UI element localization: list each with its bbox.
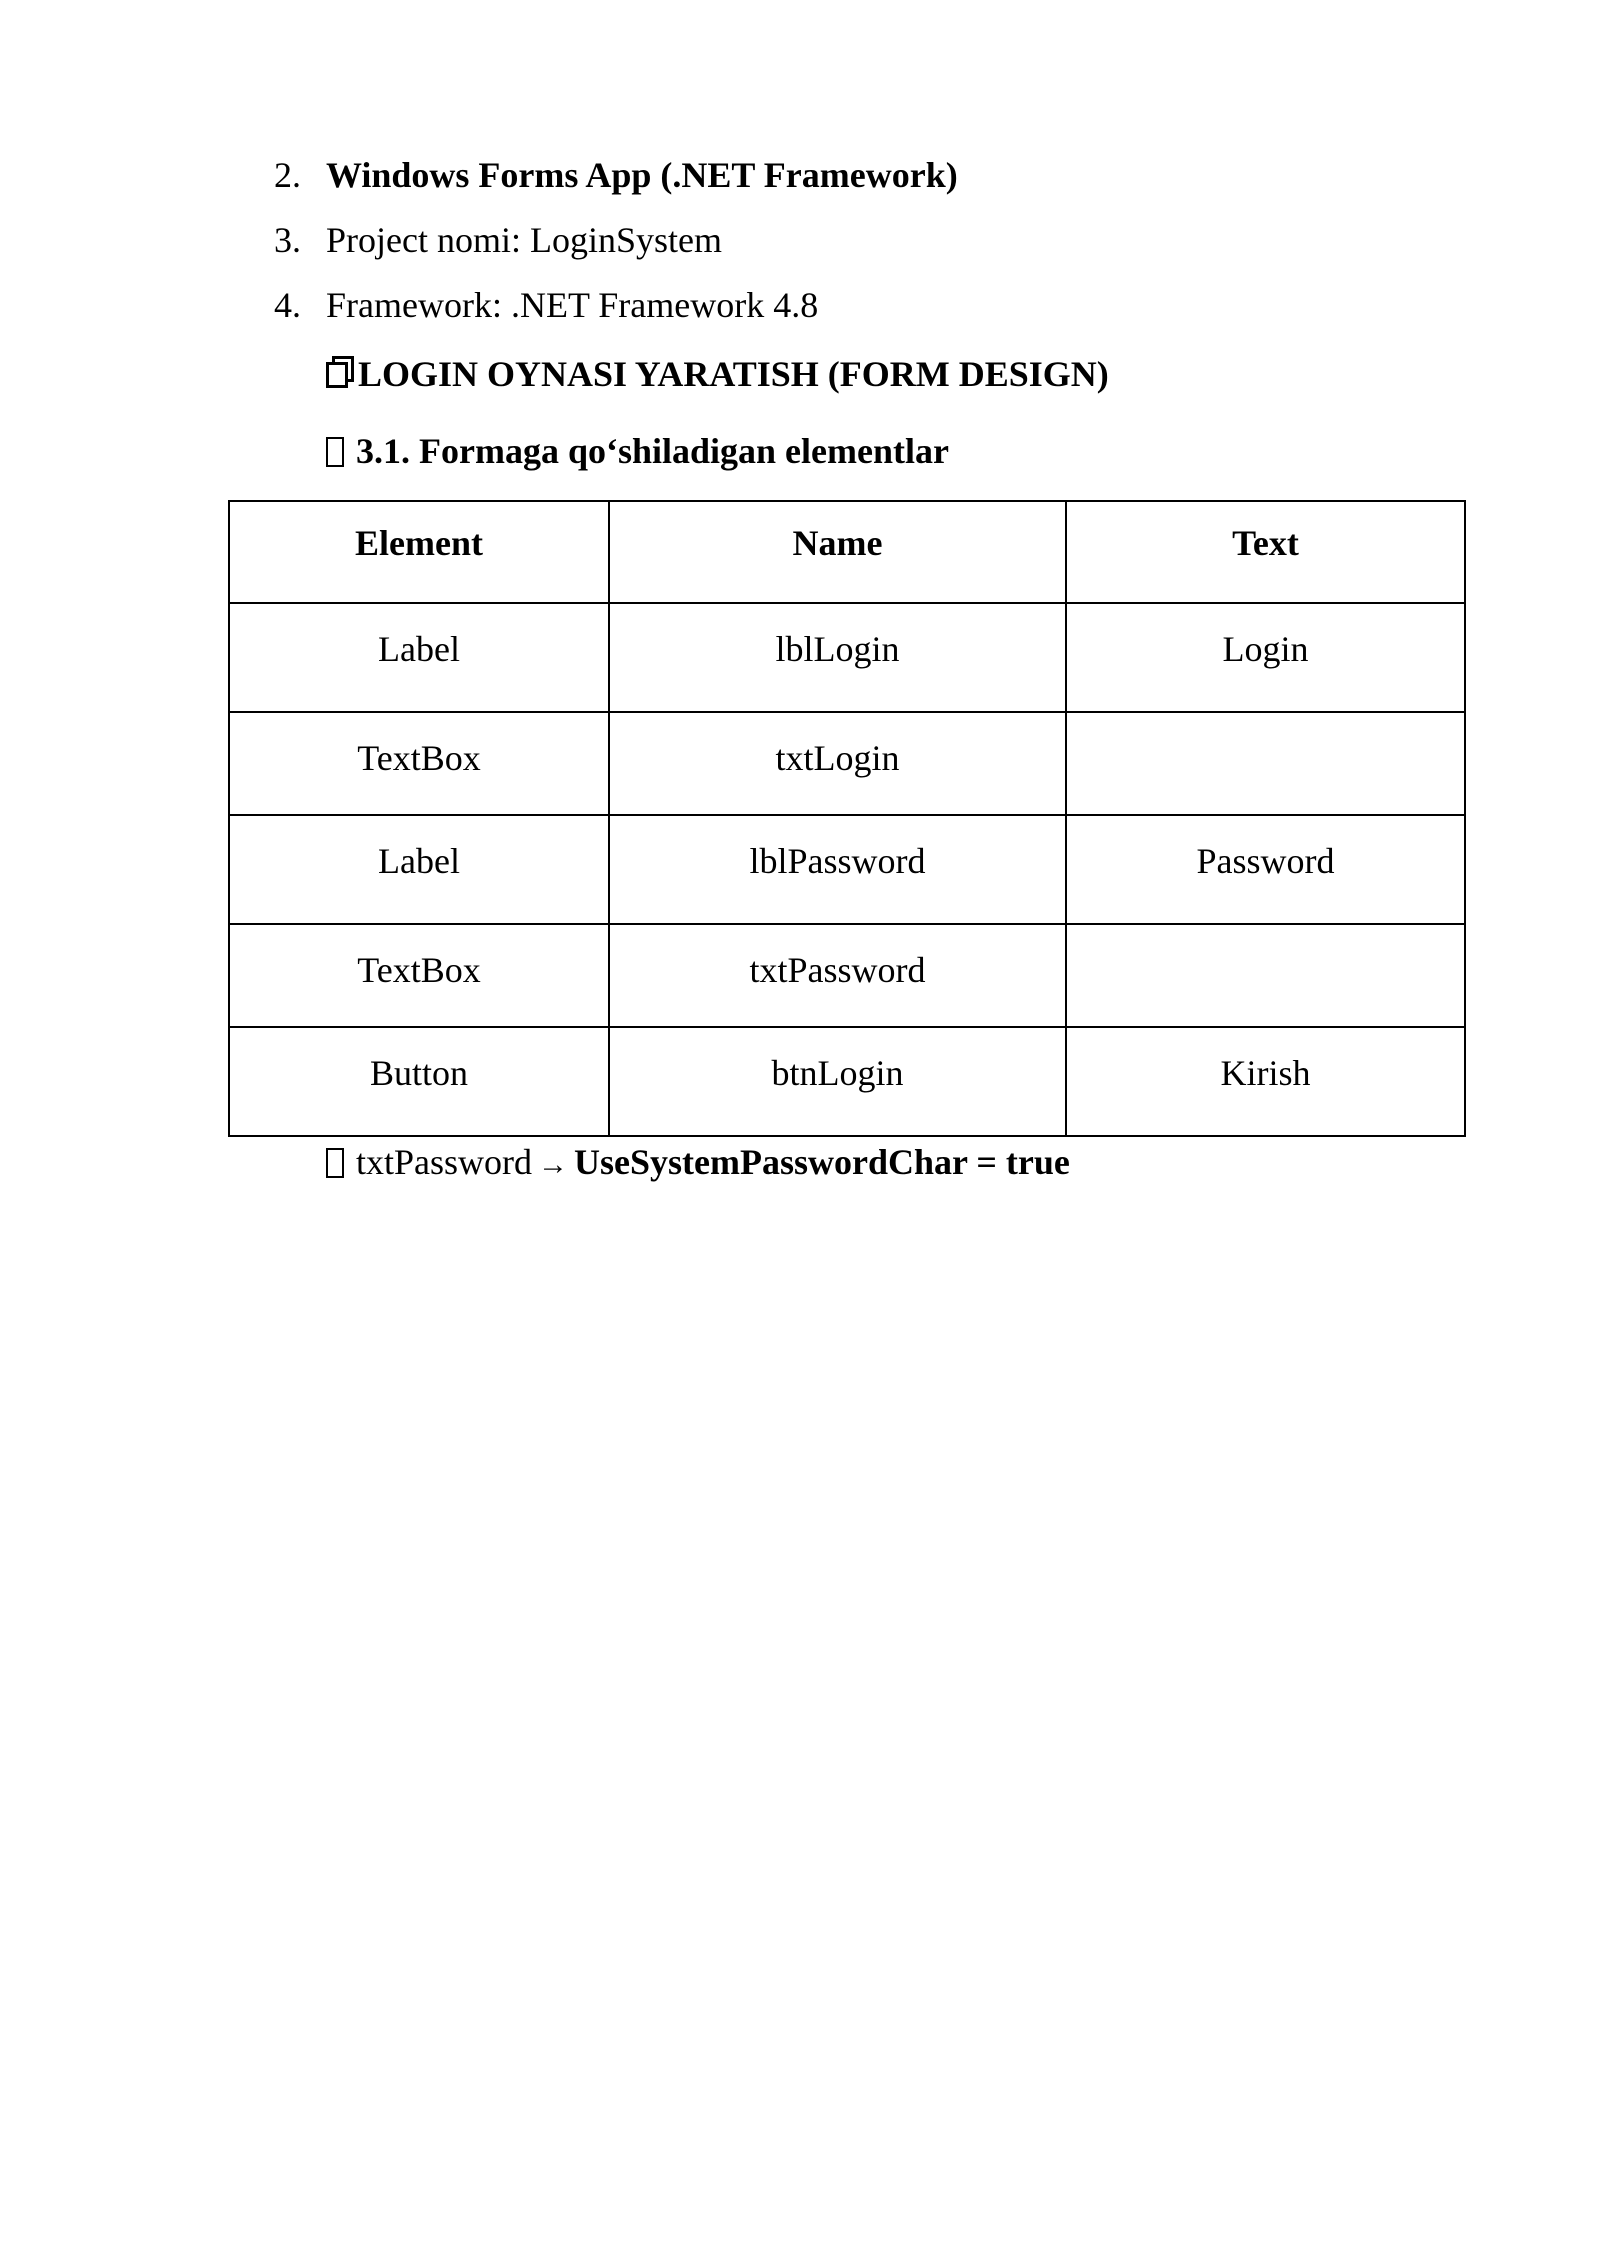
table-row [229,1027,1465,1136]
subsection-heading-text: 3.1. Formaga qo‘shiladigan elementlar [356,431,949,471]
list-text: Windows Forms App (.NET Framework) [326,155,958,195]
right-arrow-icon: → [538,1148,569,1181]
table-cell: TextBox [229,712,609,815]
table-cell: Kirish [1066,1027,1465,1136]
table-cell: txtLogin [609,712,1066,815]
note-field: txtPassword [356,1142,533,1182]
table-header-row [229,501,1465,603]
list-text: Project nomi: LoginSystem [326,220,722,260]
table-cell: TextBox [229,924,609,1027]
table-cell: Label [229,603,609,712]
list-number: 2. [274,155,301,195]
password-note [326,1137,1070,1190]
table-cell [1066,924,1465,1027]
missing-glyph-icon [326,437,344,467]
table-cell: btnLogin [609,1027,1066,1136]
table-cell [1066,712,1465,815]
table-cell: lblPassword [609,815,1066,924]
table-row [229,924,1465,1027]
table-row [229,712,1465,815]
elements-table [228,500,1466,1137]
stacked-boxes-icon [326,356,356,390]
list-number: 4. [274,285,301,325]
column-header-text: Text [1066,501,1465,603]
column-header-name: Name [609,501,1066,603]
missing-glyph-icon [326,1148,344,1178]
section-heading [326,349,1109,399]
column-header-element: Element [229,501,609,603]
section-heading-text: LOGIN OYNASI YARATISH (FORM DESIGN) [358,354,1109,394]
table-row [229,603,1465,712]
table-cell: Password [1066,815,1465,924]
table-cell: txtPassword [609,924,1066,1027]
subsection-heading [326,426,949,476]
note-setting: UseSystemPasswordChar = true [574,1142,1070,1182]
table-row [229,815,1465,924]
list-number: 3. [274,220,301,260]
table-cell: Login [1066,603,1465,712]
table-cell: Label [229,815,609,924]
list-text: Framework: .NET Framework 4.8 [326,285,819,325]
table-cell: Button [229,1027,609,1136]
table-cell: lblLogin [609,603,1066,712]
